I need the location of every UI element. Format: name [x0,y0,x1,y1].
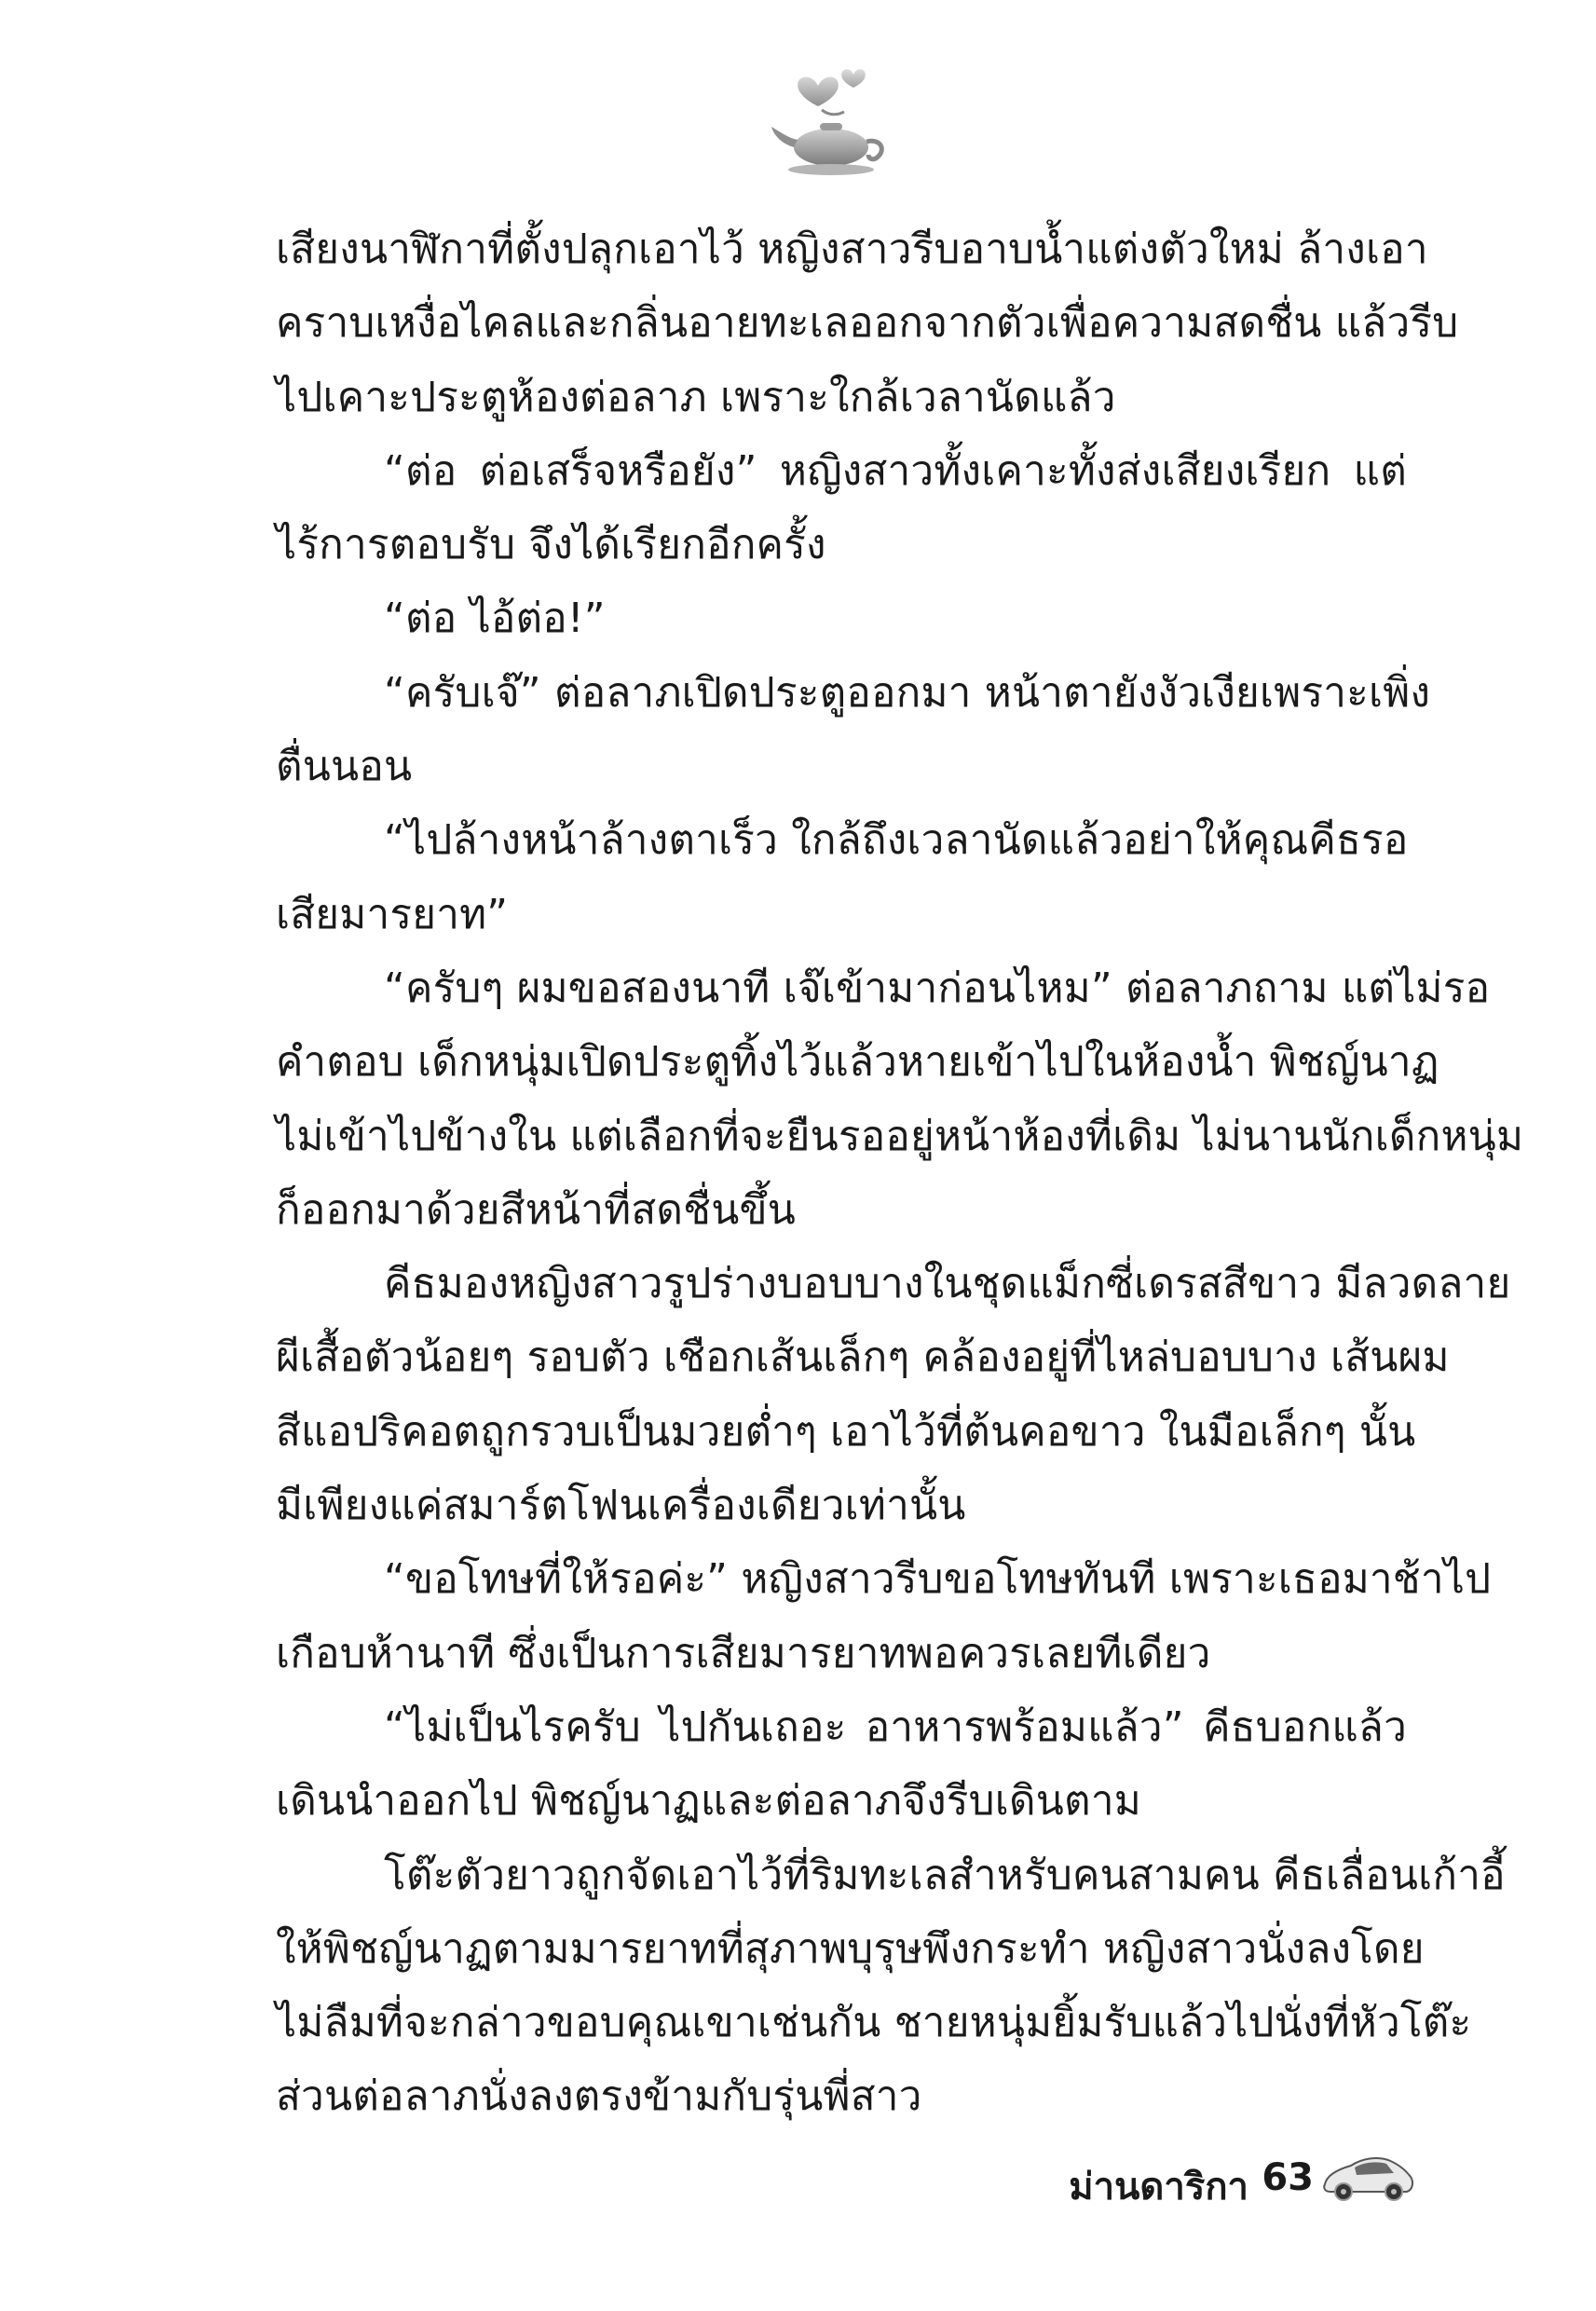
text-line: ตื่นนอน [276,743,413,791]
text-line: โต๊ะตัวยาวถูกจัดเอาไว้ที่ริมทะเลสำหรับคนสามคน คีธเลื่อนเก้าอี้ [384,1851,1506,1899]
teapot-heart-ornament-icon [764,58,904,198]
text-line: มีเพียงแค่สมาร์ตโฟนเครื่องเดียวเท่านั้น [276,1482,966,1530]
text-line: เกือบห้านาที ซึ่งเป็นการเสียมารยาทพอควรเลยทีเดียว [276,1629,1211,1677]
text-line: เดินนำออกไป พิชญ์นาฏและต่อลาภจึงรีบเดินตาม [276,1777,1141,1826]
text-line: ส่วนต่อลาภนั่งลงตรงข้ามกับรุ่นพี่สาว [276,2072,922,2121]
text-line: “ต่อ ต่อเสร็จหรือยัง” หญิงสาวทั้งเคาะทั้งส่งเสียงเรียก แต่ [384,446,1407,495]
body-text [276,212,1524,2134]
text-line: ไปเคาะประตูห้องต่อลาภ เพราะใกล้เวลานัดแล้ว [276,373,1116,421]
page-footer [932,2140,1416,2223]
text-line: “ครับๆ ผมขอสองนาที เจ๊เข้ามาก่อนไหม” ต่อลาภถาม แต่ไม่รอ [384,964,1491,1012]
book-title: ม่านดาริกา [1069,2166,1248,2208]
text-line: ไม่เข้าไปข้างใน แต่เลือกที่จะยืนรออยู่หน้าห้องที่เดิม ไม่นานนักเด็กหนุ่ม [276,1112,1524,1160]
text-line: ผีเสื้อตัวน้อยๆ รอบตัว เชือกเส้นเล็กๆ คล้องอยู่ที่ไหล่บอบบาง เส้นผม [276,1333,1450,1382]
text-line: เสียมารยาท” [276,890,509,938]
text-line: “ขอโทษที่ให้รอค่ะ” หญิงสาวรีบขอโทษทันที เพราะเธอมาช้าไป [384,1555,1492,1604]
text-line: เสียงนาฬิกาที่ตั้งปลุกเอาไว้ หญิงสาวรีบอาบน้ำแต่งตัวใหม่ ล้างเอา [276,226,1428,273]
page-number: 63 [1262,2156,1314,2199]
text-line: ไม่ลืมที่จะกล่าวขอบคุณเขาเช่นกัน ชายหนุ่มยิ้มรับแล้วไปนั่งที่หัวโต๊ะ [276,1999,1472,2047]
text-line: คำตอบ เด็กหนุ่มเปิดประตูทิ้งไว้แล้วหายเข้าไปในห้องน้ำ พิชญ์นาฏ [276,1038,1439,1087]
text-line: ก็ออกมาด้วยสีหน้าที่สดชื่นขึ้น [276,1185,797,1234]
text-line: คราบเหงื่อไคลและกลิ่นอายทะเลออกจากตัวเพื่อความสดชื่น แล้วรีบ [276,299,1459,348]
text-line: สีแอปริคอตถูกรวบเป็นมวยต่ำๆ เอาไว้ที่ต้นคอขาว ในมือเล็กๆ นั้น [276,1407,1416,1456]
text-line: คีธมองหญิงสาวรูปร่างบอบบางในชุดแม็กซี่เดรสสีขาว มีลวดลาย [384,1260,1511,1308]
text-line: ไร้การตอบรับ จึงได้เรียกอีกครั้ง [276,521,826,569]
text-line: “ไปล้างหน้าล้างตาเร็ว ใกล้ถึงเวลานัดแล้วอย่าให้คุณคีธรอ [384,816,1409,865]
text-line: “ครับเจ๊” ต่อลาภเปิดประตูออกมา หน้าตายังงัวเงียเพราะเพิ่ง [384,668,1431,717]
text-line: “ต่อ ไอ้ต่อ!” [384,595,606,643]
text-line: ให้พิชญ์นาฏตามมารยาทที่สุภาพบุรุษพึงกระทำ หญิงสาวนั่งลงโดย [276,1924,1425,1973]
sports-car-icon [1319,2147,1416,2205]
text-line: “ไม่เป็นไรครับ ไปกันเถอะ อาหารพร้อมแล้ว” คีธบอกแล้ว [384,1702,1407,1751]
